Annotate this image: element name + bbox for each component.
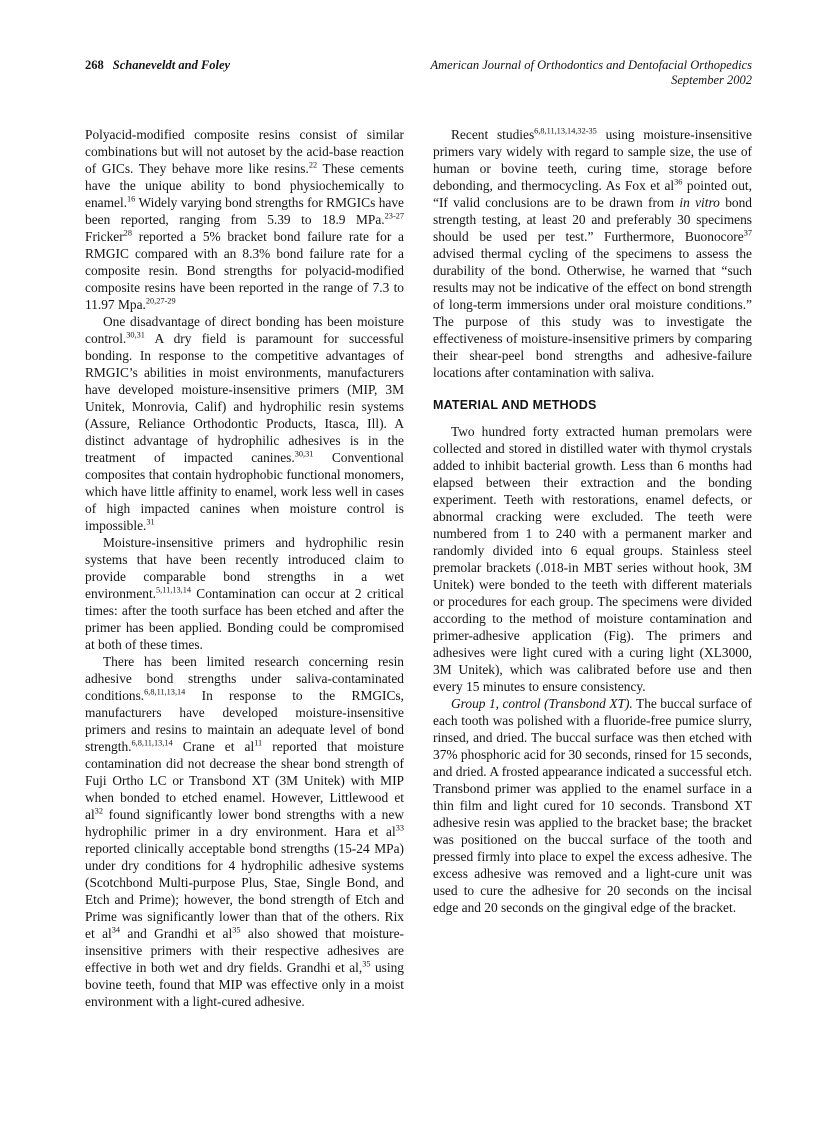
running-head-left <box>85 58 230 73</box>
paragraph: Moisture-insensitive primers and hydrophilic resin systems that have been recently introduced claim to provide comparable bond strengths in a wet environment.$^{5,11,13,14}$ Contamination can occur at 2 critical times: after the tooth surface has been etched and after the primer has been applied. Bonding could be compromised at both of these times. <box>85 535 404 652</box>
journal-issue: September 2002 <box>671 73 752 87</box>
journal-title: American Journal of Orthodontics and Dentofacial Orthopedics <box>430 58 752 72</box>
paragraph: Polyacid-modified composite resins consist of similar combinations but will not autoset by the acid-base reaction of GICs. They behave more like resins.$^{22}$ These cements have the unique ability to bond physiochemically to enamel.$^{16}$ Widely varying bond strengths for RMGICs have been reported, ranging from 5.39 to 18.9 MPa.$^{23-27}$ Fricker$^{28}$ reported a 5% bracket bond failure rate for a RMGIC compared with an 8.3% bond failure rate for a composite resin. Bond strengths for polyacid-modified composite resins have been reported in the range of 7.3 to 11.97 Mpa.$^{20,27-29}$ <box>85 127 404 312</box>
section-heading-material-and-methods: MATERIAL AND METHODS <box>433 398 597 412</box>
page-header <box>85 58 752 88</box>
page-number: 268 <box>85 58 104 72</box>
left-column <box>85 126 404 1010</box>
paragraph: One disadvantage of direct bonding has been moisture control.$^{30,31}$ A dry field is paramount for successful bonding. In response to the competitive advantages of RMGIC’s abilities in moist environments, manufacturers have developed moisture-insensitive primers (MIP, 3M Unitek, Monrovia, Calif) and hydrophilic resin systems (Assure, Reliance Orthodontic Products, Itasca, Ill). A distinct advantage of hydrophilic adhesives is in the treatment of impacted canines.$^{30,31}$ Conventional composites that contain hydrophobic functional monomers, which have little affinity to enamel, work less well in cases of high impacted canines when moisture control is impossible.$^{31}$ <box>85 314 404 533</box>
paragraph: There has been limited research concerning resin adhesive bond strengths under saliva-contaminated conditions.$^{6,8,11,13,14}$ In response to the RMGICs, manufacturers have developed moisture-insensitive primers and resins to maintain an adequate level of bond strength.$^{6,8,11,13,14}$ Crane et $al^{11}$ reported that moisture contamination did not decrease the shear bond strength of Fuji Ortho LC or Transbond XT (3M Unitek) with MIP when bonded to etched enamel. However, Littlewood et $al^{32}$ found significantly lower bond strengths with a new hydrophilic primer in a dry environment. Hara et $al^{33}$ reported clinically acceptable bond strengths (15-24 MPa) under dry conditions for 4 hydrophilic adhesive systems (Scotchbond Multi-purpose Plus, Stae, Single Bond, and Etch and Prime); however, the bond strength of Etch and Prime was significantly lower than that of the others. Rix et $al^{34}$ and Grandhi et $al^{35}$ also showed that moisture-insensitive primers with their respective adhesives are effective in both wet and dry fields. Grandhi et al,$^{35}$ using bovine teeth, found that MIP was effective only in a moist environment with a light-cured adhesive. <box>85 654 405 1009</box>
article-body <box>85 126 752 1010</box>
intro-paragraphs <box>433 126 752 381</box>
paragraph: Two hundred forty extracted human premolars were collected and stored in distilled water with thymol crystals added to inhibit bacterial growth. Less than 6 months had elapsed between their extraction and the bonding experiment. Teeth with restorations, enamel defects, or abnormal cracking were excluded. The teeth were numbered from 1 to 240 with a permanent marker and randomly divided into 6 equal groups. Stainless steel premolar brackets (.018-in MBT series without hook, 3M Unitek) were bonded to the teeth with different materials or procedures for each group. The specimens were divided according to the method of moisture contamination and primer-adhesive application (Fig). The primers and adhesives were light cured with a curing light (XL3000, 3M Unitek), which was calibrated before use and then every 15 minutes to ensure consistency. <box>433 424 752 694</box>
paragraph: Group 1, control (Transbond XT). The buccal surface of each tooth was polished with a fluoride-free pumice slurry, rinsed, and dried. The buccal surface was then etched with 37% phosphoric acid for 30 seconds, rinsed for 15 seconds, and dried. A frosted appearance indicated a successful etch. Transbond primer was applied to the enamel surface in a thin film and light cured for 10 seconds. Transbond XT adhesive resin was applied to the bracket base; the bracket was positioned on the buccal surface of the tooth and pressed firmly into place to expel the excess adhesive. The excess adhesive was removed and a light-cure unit was used to cure the adhesive for 20 seconds on the incisal edge and 20 seconds on the gingival edge of the bracket. <box>433 696 752 915</box>
running-head-authors: Schaneveldt and Foley <box>112 58 231 72</box>
running-head-right <box>431 58 753 88</box>
methods-paragraphs <box>433 423 752 916</box>
right-column <box>433 126 752 1010</box>
paragraph: Recent studies$^{6,8,11,13,14,32-35}$ using moisture-insensitive primers vary widely with regard to sample size, the use of human or bovine teeth, curing time, storage before debonding, and thermocycling. As Fox et $al^{36}$ pointed out, “If valid conclusions are to be drawn from in vitro bond strength testing, at least 20 and preferably 30 specimens should be used per test.” Furthermore, Buonocore$^{37}$ advised thermal cycling of the specimens to assess the durability of the bond. Otherwise, he warned that “such results may not be indicative of the effect on bond strength of long-term immersions under oral moisture conditions.” The purpose of this study was to investigate the effectiveness of moisture-insensitive primers by comparing their shear-peel bond strengths and adhesive-failure locations after contamination with saliva. <box>433 126 752 380</box>
